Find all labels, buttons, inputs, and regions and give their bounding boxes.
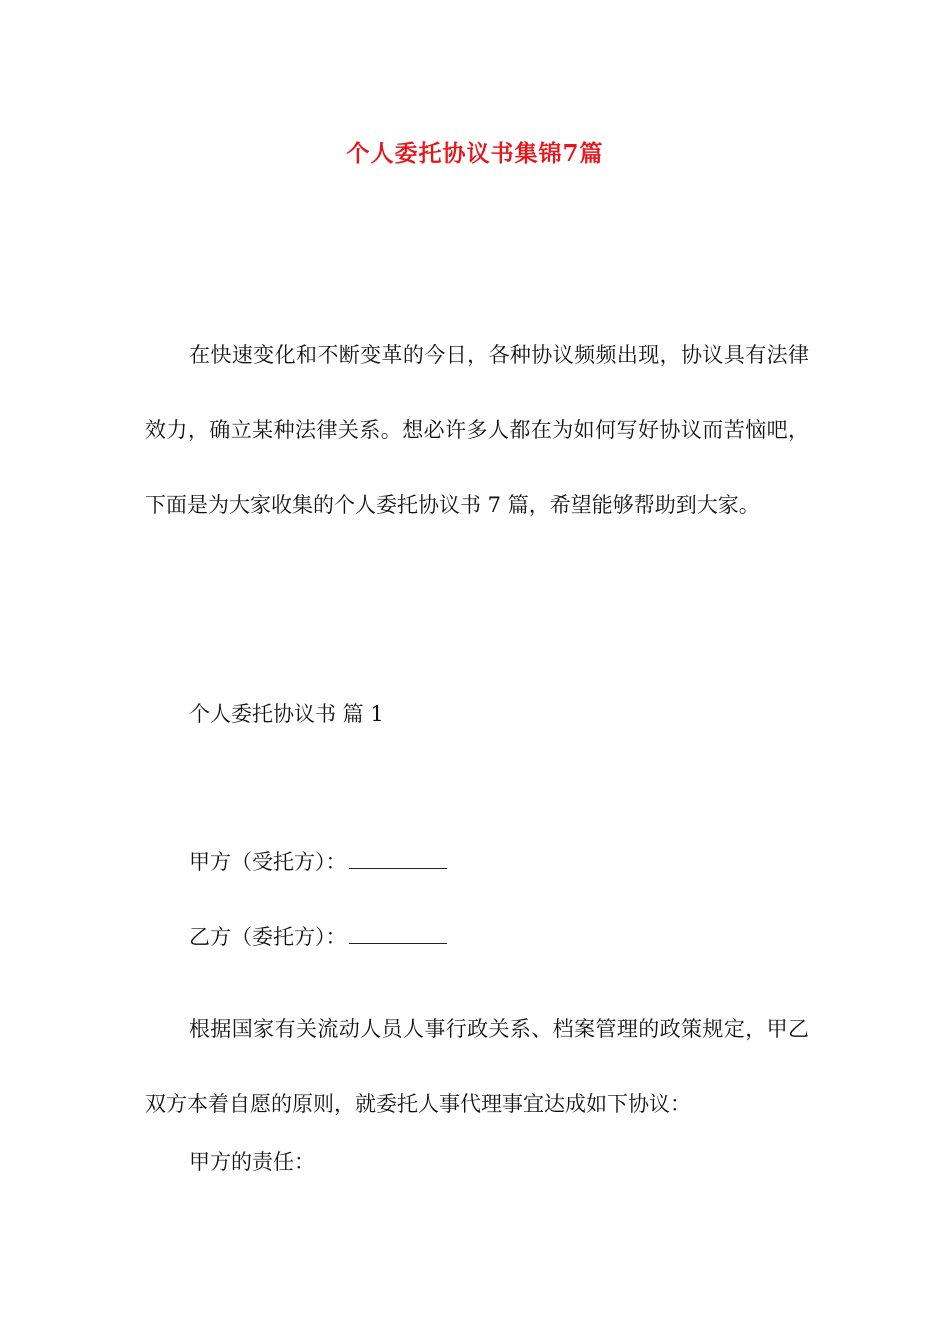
party-b-blank [349,921,447,944]
party-b-label: 乙方（委托方）： [189,925,347,949]
party-b-line [189,917,447,957]
intro-paragraph: 在快速变化和不断变革的今日，各种协议频频出现，协议具有法律效力，确立某种法律关系。想必许多人都在为如何写好协议而苦恼吧，下面是为大家收集的个人委托协议书 7 篇，希望能够帮助到大家。 [145,343,809,517]
body-paragraph: 根据国家有关流动人员人事行政关系、档案管理的政策规定，甲乙双方本着自愿的原则，就委托人事代理事宜达成如下协议： [145,1017,809,1116]
document-title: 个人委托协议书集锦7篇 [346,140,604,167]
party-a-blank [349,846,447,869]
party-a-label: 甲方（受托方）： [189,850,347,874]
party-a-line [189,842,447,882]
section-heading: 个人委托协议书 篇 1 [189,702,384,726]
duty-heading: 甲方的责任： [189,1150,315,1174]
